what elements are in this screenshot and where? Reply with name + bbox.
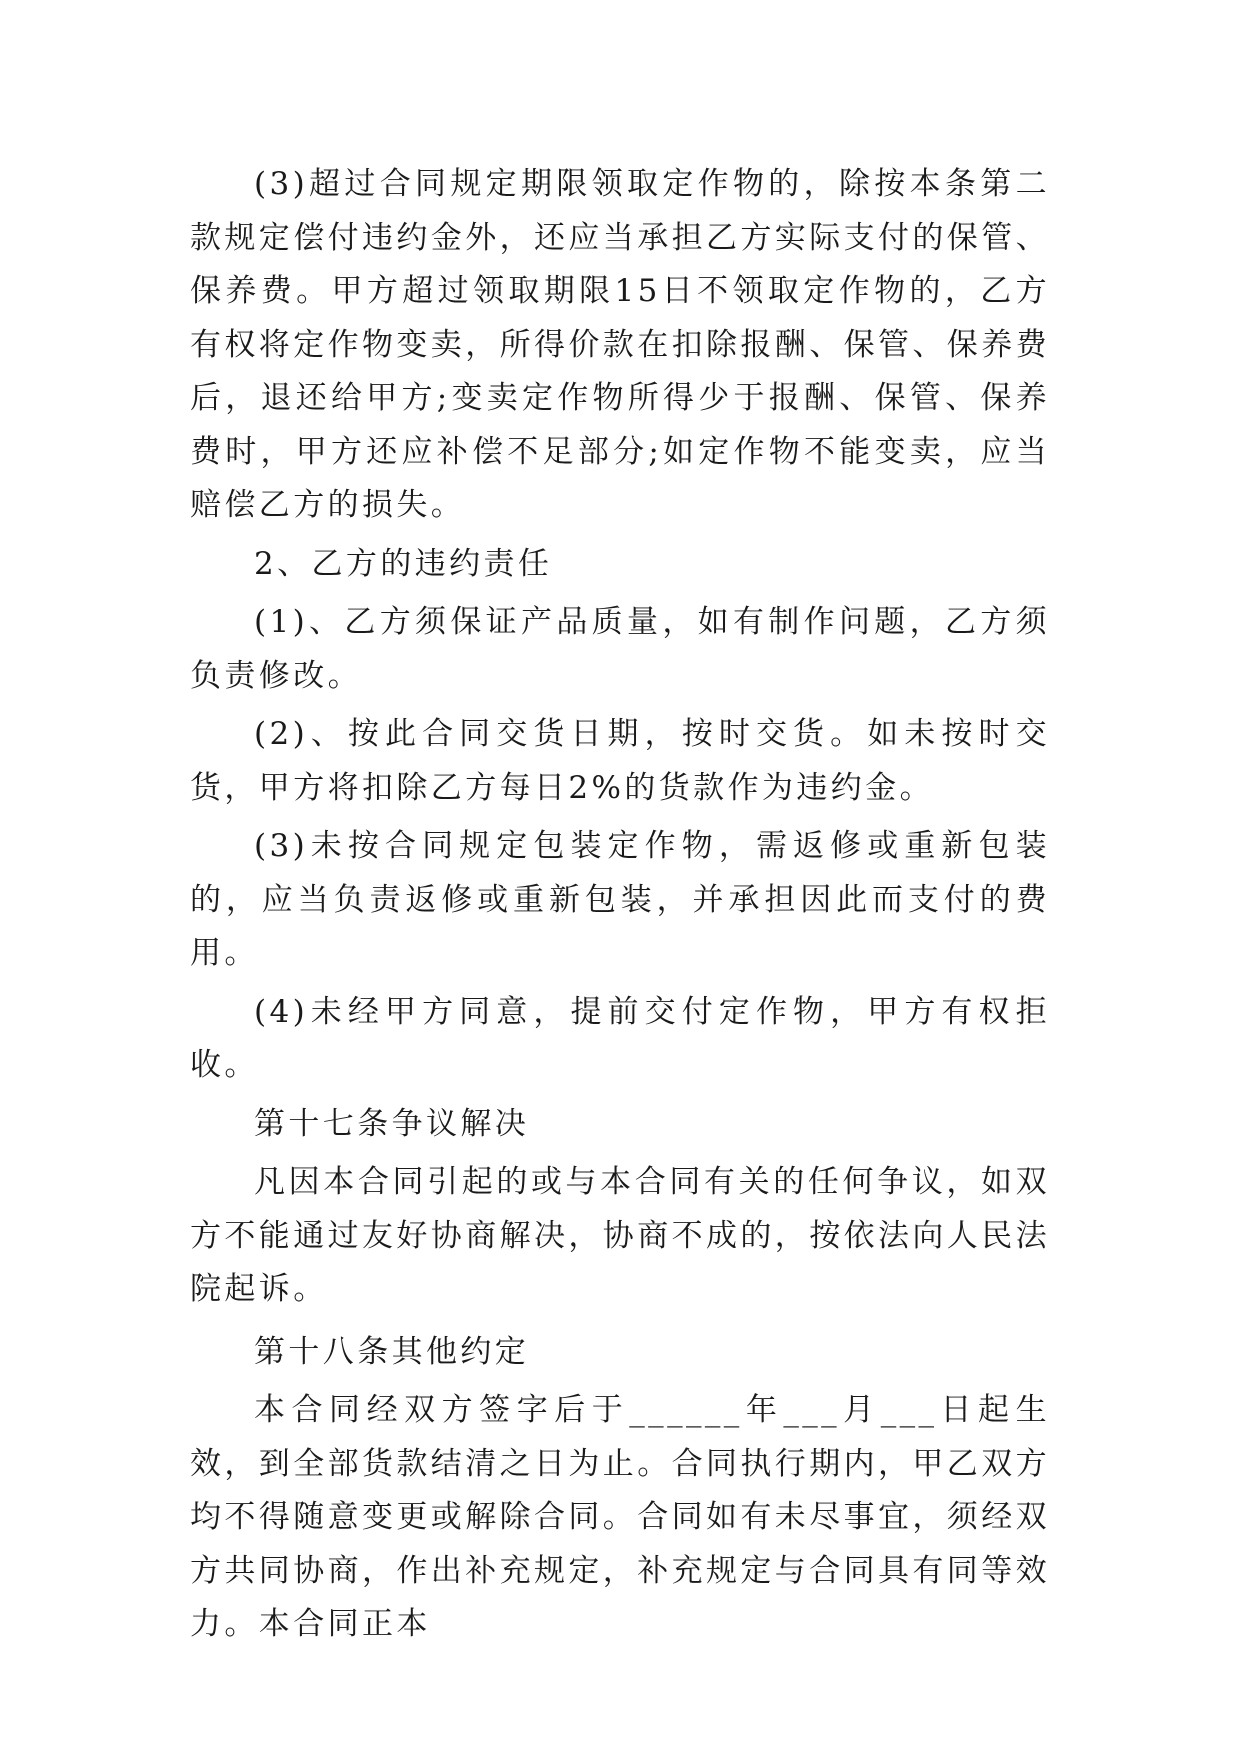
paragraph-quality-guarantee: (1)、乙方须保证产品质量，如有制作问题，乙方须负责修改。 bbox=[190, 604, 1050, 694]
heading-article-17: 第十七条争议解决 bbox=[254, 1105, 530, 1142]
paragraph-packaging: (3)未按合同规定包装定作物，需返修或重新包装的，应当负责返修或重新包装，并承担因此而支付的费用。 bbox=[190, 828, 1050, 971]
document-body bbox=[190, 158, 1050, 1657]
paragraph-penalty-overdue-pickup: (3)超过合同规定期限领取定作物的，除按本条第二款规定偿付违约金外，还应当承担乙方实际支付的保管、保养费。甲方超过领取期限15日不领取定作物的，乙方有权将定作物变卖，所得价款在扣除报酬、保管、保养费后，退还给甲方;变卖定作物所得少于报酬、保管、保养费时，甲方还应补偿不足部分;如定作物不能变卖，应当赔偿乙方的损失。 bbox=[190, 166, 1050, 523]
heading-party-b-liability: 2、乙方的违约责任 bbox=[254, 545, 553, 582]
heading-article-18: 第十八条其他约定 bbox=[254, 1333, 530, 1370]
paragraph-delivery-date: (2)、按此合同交货日期，按时交货。如未按时交货，甲方将扣除乙方每日2%的货款作为违约金。 bbox=[190, 716, 1050, 806]
paragraph-early-delivery: (4)未经甲方同意，提前交付定作物，甲方有权拒收。 bbox=[190, 993, 1050, 1083]
paragraph-dispute-resolution: 凡因本合同引起的或与本合同有关的任何争议，如双方不能通过友好协商解决，协商不成的，按依法向人民法院起诉。 bbox=[190, 1164, 1050, 1307]
paragraph-other-agreements: 本合同经双方签字后于______年___月___日起生效，到全部货款结清之日为止。合同执行期内，甲乙双方均不得随意变更或解除合同。合同如有未尽事宜，须经双方共同协商，作出补充规定，补充规定与合同具有同等效力。本合同正本 bbox=[190, 1392, 1050, 1642]
